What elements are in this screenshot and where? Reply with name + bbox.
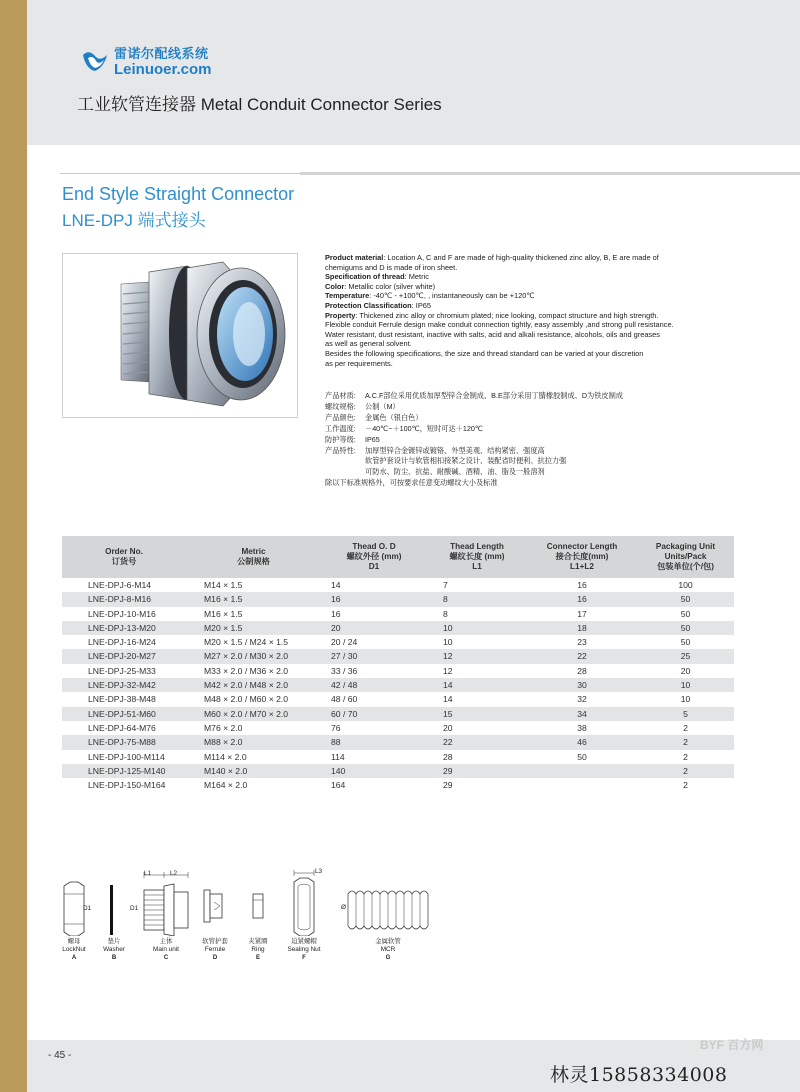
part-ferrule-cn: 软管护套	[202, 938, 228, 945]
cell-packaging-unit: 2	[637, 764, 734, 778]
part-ferrule-en: Ferrule	[204, 946, 226, 953]
cell-thread-length: 22	[427, 735, 527, 749]
part-ring-cn: 夹紧圈	[248, 938, 268, 945]
cell-order-no: LNE-DPJ-16-M24	[88, 637, 156, 648]
cell-thread-od: 42 / 48	[321, 678, 427, 692]
cell-metric: M164 × 2.0	[204, 780, 248, 791]
cell-connector-length: 16	[577, 580, 587, 590]
spec-cn-material-key: 产品材质:	[325, 391, 356, 400]
cell-thread-od: 48 / 60	[331, 694, 358, 705]
spec-note-2: as per requirements.	[325, 358, 393, 368]
cell-thread-od: 27 / 30	[321, 649, 427, 663]
cell-thread-length: 8	[443, 608, 448, 619]
component-diagram	[58, 868, 448, 968]
part-main-unit-en: Main unit	[153, 946, 179, 953]
spec-protection-label: Protection Classification	[325, 300, 412, 310]
table-row	[62, 692, 734, 706]
spec-temp-label: Temperature	[325, 291, 370, 301]
table-row	[62, 735, 734, 749]
part-ring	[244, 868, 272, 968]
cell-thread-length: 14	[427, 678, 527, 692]
dim-d1-main: D1	[130, 905, 139, 912]
ring-drawing-icon	[244, 868, 272, 936]
part-mcr-en: MCR	[380, 946, 396, 953]
dim-phi-label: Ø	[341, 904, 346, 911]
part-locknut-letter: A	[71, 955, 77, 961]
dim-d1-locknut: D1	[83, 905, 92, 912]
spec-property-text-3: Water resistant, dust resistant, inactive with salts, acid and alkali resistance, alcohols, oils and greases	[325, 329, 660, 339]
gold-side-strip	[0, 0, 27, 1092]
cell-thread-od: 16	[321, 592, 427, 606]
spec-property-text-2: Flexible conduit Ferrule design make conduit connection tightly, easy assembly ,and strong pull resistance.	[325, 320, 674, 330]
cell-thread-od: 140	[321, 764, 427, 778]
cell-metric: M27 × 2.0 / M30 × 2.0	[186, 649, 321, 663]
column-header-metric: Metric 公制规格	[186, 536, 321, 578]
spec-cn-property-value-2: 软管护套设计与软管相扣接紧之设计、装配省时便利、抗拉力强	[365, 456, 567, 466]
part-mcr-letter: G	[385, 955, 391, 961]
cell-metric: M114 × 2.0	[204, 751, 247, 762]
cell-metric: M20 × 1.5 / M24 × 1.5	[204, 637, 289, 648]
cell-packaging-unit: 2	[683, 780, 688, 791]
locknut-drawing-icon	[58, 868, 90, 936]
cell-thread-length: 15	[427, 707, 527, 721]
spec-material-text: : Location A, C and F are made of high-quality thickened zinc alloy, B, E are made of	[383, 253, 659, 262]
cell-connector-length: 50	[577, 751, 587, 762]
spec-thread-text: : Metric	[404, 272, 429, 282]
part-locknut	[58, 868, 90, 968]
cell-metric: M88 × 2.0	[186, 735, 321, 749]
cell-metric: M76 × 2.0	[204, 722, 243, 733]
brand-logo	[80, 45, 212, 79]
cell-thread-length: 12	[427, 649, 527, 663]
cell-order-no: LNE-DPJ-125-M140	[62, 764, 186, 778]
cell-thread-od: 20	[321, 621, 427, 635]
cell-packaging-unit: 5	[637, 707, 734, 721]
cell-packaging-unit: 25	[637, 649, 734, 663]
column-header-connector-length: Connector Length 接合长度(mm) L1+L2	[527, 536, 637, 578]
spec-cn-property-value-1: 加厚型锌合金镀锌或镀铬、外型美观、结构紧密、强度高	[365, 445, 545, 455]
cell-connector-length: 28	[577, 665, 587, 676]
part-ring-letter: E	[255, 955, 260, 961]
cell-order-no: LNE-DPJ-150-M164	[88, 780, 166, 791]
product-title-en: End Style Straight Connector	[62, 184, 295, 204]
spec-note-1: Besides the following specifications, the size and thread standard can be varied at your discretion	[325, 348, 644, 358]
part-main-unit-letter: C	[163, 955, 169, 961]
cell-thread-od: 60 / 70	[321, 707, 427, 721]
cell-metric: M20 × 1.5	[186, 621, 321, 635]
cell-connector-length: 16	[527, 592, 637, 606]
spec-temp-text: : -40℃ - +100℃, , instantaneously can be +120℃	[369, 291, 535, 301]
part-main-unit-cn: 主体	[159, 938, 173, 945]
cell-thread-length: 14	[443, 694, 453, 705]
cell-connector-length: 23	[577, 637, 587, 648]
table-row	[62, 621, 734, 635]
cell-packaging-unit: 2	[683, 722, 688, 733]
part-washer-cn: 垫片	[107, 938, 121, 945]
spec-cn-protection-value: IP65	[365, 434, 380, 444]
table-row	[62, 607, 734, 621]
cell-thread-length: 8	[427, 592, 527, 606]
main-unit-drawing-icon	[130, 868, 192, 936]
cell-packaging-unit: 50	[637, 592, 734, 606]
spec-property-text: : Thickened zinc alloy or chromium plated; nice looking, compact structure and high strength.	[355, 310, 659, 320]
cell-packaging-unit: 2	[683, 751, 688, 762]
washer-drawing-icon	[100, 868, 128, 936]
part-main-unit	[130, 868, 192, 968]
cell-order-no: LNE-DPJ-100-M114	[88, 751, 165, 762]
page-header	[27, 0, 800, 145]
table-header-row	[62, 536, 734, 578]
table-body	[62, 578, 734, 792]
column-header-packaging-unit: Packaging Unit Units/Pack 包装单位(个/包)	[637, 536, 734, 578]
spec-property-label: Property	[325, 310, 356, 320]
brand-name-cn: 雷诺尔配线系统	[114, 46, 209, 61]
cell-thread-length: 28	[443, 751, 453, 762]
footer-band-gap	[27, 1028, 800, 1040]
cell-packaging-unit: 10	[680, 694, 691, 705]
spec-en-block	[325, 253, 745, 368]
cell-thread-od: 20 / 24	[331, 637, 358, 648]
dim-l1-label: L1	[144, 870, 152, 877]
cell-order-no: LNE-DPJ-25-M33	[88, 665, 156, 676]
spec-protection-text: : IP65	[411, 300, 431, 310]
cell-connector-length: 38	[577, 722, 587, 733]
cell-connector-length: 17	[577, 608, 587, 619]
spec-cn-thread-value: 公制（M）	[365, 401, 400, 411]
spec-cn-color-key: 产品颜色:	[325, 412, 356, 422]
cell-order-no: LNE-DPJ-6-M14	[88, 580, 152, 590]
cell-thread-od: 16	[331, 608, 341, 619]
part-sealing-nut-cn: 迫紧螺帽	[291, 938, 317, 945]
spec-cn-property-key: 产品特性:	[325, 445, 356, 455]
cell-order-no: LNE-DPJ-32-M42	[62, 678, 186, 692]
column-header-thread-length: Thead Length 螺纹长度 (mm) L1	[427, 536, 527, 578]
cell-metric: M16 × 1.5	[186, 592, 321, 606]
section-divider-band	[300, 172, 800, 175]
cell-thread-length: 20	[443, 722, 453, 733]
watermark-text: BYF 百方网	[700, 1038, 764, 1052]
spec-material-label: Product material	[325, 253, 384, 262]
cell-thread-od: 114	[331, 751, 345, 762]
cell-connector-length	[527, 764, 637, 778]
part-ring-en: Ring	[251, 946, 265, 953]
part-mcr	[340, 868, 440, 968]
cell-order-no: LNE-DPJ-64-M76	[88, 722, 156, 733]
cell-order-no: LNE-DPJ-38-M48	[88, 694, 156, 705]
cell-order-no: LNE-DPJ-8-M16	[62, 592, 186, 606]
cell-connector-length	[527, 778, 637, 792]
table-row	[62, 664, 734, 678]
part-mcr-cn: 金属软管	[375, 938, 401, 945]
column-header-thread-od: Thead O. D 螺纹外径 (mm) D1	[321, 536, 427, 578]
cell-order-no: LNE-DPJ-10-M16	[88, 608, 156, 619]
part-washer-letter: B	[111, 955, 117, 961]
spec-cn-material-value: A.C.F部位采用优质加厚型锌合金制成、B.E部分采用丁腈橡胶制成、D为铁皮制成	[365, 391, 623, 400]
cell-metric: M140 × 2.0	[186, 764, 321, 778]
table-row	[62, 750, 734, 764]
cell-thread-od: 14	[331, 580, 341, 590]
cell-metric: M48 × 2.0 / M60 × 2.0	[204, 694, 289, 705]
spec-cn-temp-value: －40℃~＋100℃，短时可达＋120℃	[365, 423, 483, 433]
part-sealing-nut	[284, 868, 330, 968]
cell-packaging-unit: 100	[678, 580, 693, 590]
spec-cn-protection-key: 防护等级:	[325, 434, 356, 444]
product-photo	[62, 253, 298, 418]
part-ferrule-letter: D	[212, 955, 218, 961]
spec-cn-note: 除以下标准规格外，可按要求任意变动螺纹大小及标准	[325, 478, 498, 488]
cell-connector-length: 46	[527, 735, 637, 749]
spec-cn-block	[325, 391, 745, 489]
cell-connector-length: 34	[527, 707, 637, 721]
cell-metric: M16 × 1.5	[204, 608, 243, 619]
part-sealing-nut-letter: F	[302, 955, 306, 961]
table-row	[62, 678, 734, 692]
table-row	[62, 578, 734, 592]
cell-connector-length: 18	[527, 621, 637, 635]
spec-thread-label: Specification of thread	[325, 272, 405, 282]
table-row	[62, 707, 734, 721]
cell-order-no: LNE-DPJ-20-M27	[62, 649, 186, 663]
cell-thread-od: 33 / 36	[331, 665, 358, 676]
part-sealing-nut-en: Sealing Nut	[287, 946, 321, 953]
cell-thread-od: 164	[331, 780, 346, 791]
cell-thread-od: 88	[321, 735, 427, 749]
cell-thread-length: 10	[427, 621, 527, 635]
cell-thread-length: 7	[443, 580, 448, 590]
table-row	[62, 764, 734, 778]
cell-packaging-unit: 2	[637, 735, 734, 749]
column-header-order-no: Order No. 订货号	[62, 536, 186, 578]
metal-conduit-drawing-icon	[340, 868, 440, 936]
cell-metric: M42 × 2.0 / M48 × 2.0	[186, 678, 321, 692]
spec-cn-temp-key: 工作温度:	[325, 423, 356, 433]
spec-cn-property-value-3: 可防水、防尘、抗盐、耐酸碱、酒精、油、脂及一般溶剂	[365, 467, 545, 477]
brand-name-en: Leinuoer.com	[114, 61, 212, 78]
cell-connector-length: 32	[577, 694, 587, 705]
sealing-nut-drawing-icon	[284, 868, 330, 936]
spec-cn-color-value: 金属色（银白色）	[365, 412, 423, 422]
cell-thread-od: 76	[331, 722, 341, 733]
cell-metric: M60 × 2.0 / M70 × 2.0	[186, 707, 321, 721]
cell-connector-length: 22	[527, 649, 637, 663]
cell-thread-length: 29	[443, 780, 453, 791]
part-locknut-en: LockNut	[62, 946, 86, 953]
spec-color-text: : Metallic color (silver white)	[344, 281, 436, 291]
cell-metric: M14 × 1.5	[204, 580, 243, 590]
series-title: 工业软管连接器 Metal Conduit Connector Series	[77, 95, 442, 114]
spec-material-text-2: chemigums and D is made of iron sheet.	[325, 262, 458, 272]
table-row	[62, 649, 734, 663]
table-row	[62, 721, 734, 735]
cell-packaging-unit: 20	[680, 665, 691, 676]
dim-l2-label: L2	[170, 870, 178, 877]
spec-property-text-4: as well as general solvent.	[325, 339, 412, 349]
part-ferrule	[198, 868, 232, 968]
cell-thread-length: 10	[443, 637, 453, 648]
leinuoer-logo-icon	[80, 47, 110, 77]
cell-order-no: LNE-DPJ-13-M20	[62, 621, 186, 635]
part-locknut-cn: 螺母	[67, 938, 81, 945]
table-row	[62, 635, 734, 649]
spec-color-label: Color	[325, 281, 345, 291]
cell-packaging-unit: 10	[637, 678, 734, 692]
product-title-code: LNE-DPJ 端式接头	[62, 211, 206, 230]
cell-packaging-unit: 50	[680, 637, 691, 648]
connector-photo-illustration	[63, 254, 299, 419]
dim-l3-label: L3	[315, 868, 323, 875]
cell-connector-length: 30	[527, 678, 637, 692]
spec-cn-thread-key: 螺纹规格:	[325, 401, 356, 411]
cell-packaging-unit: 50	[680, 608, 691, 619]
contact-info: 林灵15858334008	[550, 1064, 728, 1086]
specification-table	[62, 536, 734, 792]
part-washer-en: Washer	[103, 946, 125, 953]
table-row	[62, 592, 734, 606]
cell-packaging-unit: 50	[637, 621, 734, 635]
cell-order-no: LNE-DPJ-75-M88	[62, 735, 186, 749]
part-washer	[100, 868, 128, 968]
cell-order-no: LNE-DPJ-51-M60	[62, 707, 186, 721]
cell-thread-length: 29	[427, 764, 527, 778]
cell-metric: M33 × 2.0 / M36 × 2.0	[204, 665, 289, 676]
table-row	[62, 778, 734, 792]
cell-thread-length: 12	[443, 665, 453, 676]
ferrule-drawing-icon	[198, 868, 232, 936]
page-number: - 45 -	[48, 1050, 72, 1061]
